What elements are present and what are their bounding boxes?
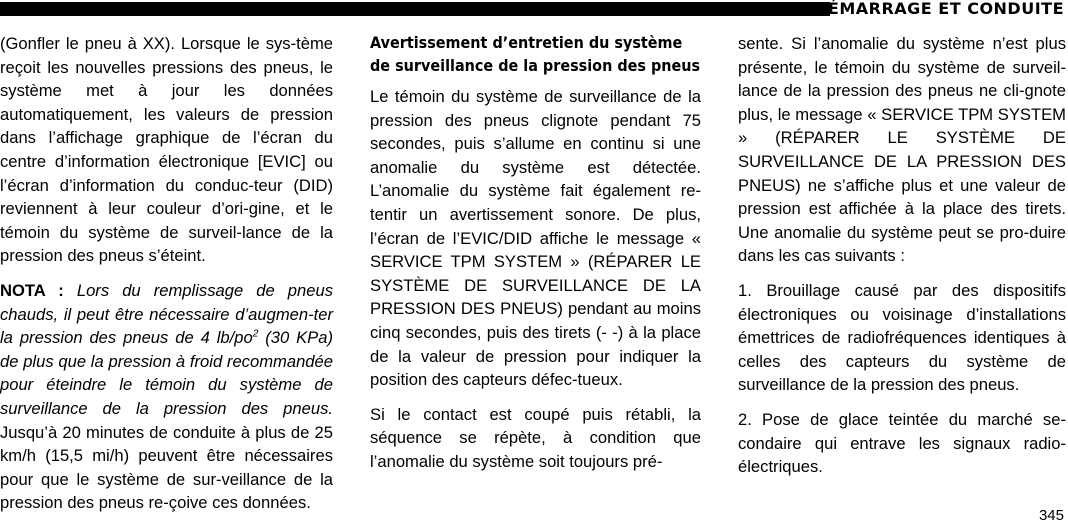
- page-number: 345: [1038, 507, 1064, 524]
- note-paragraph: [0, 279, 333, 515]
- paragraph-intro: (Gonfler le pneu à XX). Lorsque le sys-tème reçoit les nouvelles pressions des pneus, le système met à jour les données automatiquement, les valeurs de pression dans l’affichage graphique de l’écran du centre d’information électronique [EVIC] ou l’écran d’information du conduc-teur (DID) reviennent à leur couleur d’ori-gine, et le témoin du système de surveil-lance de la pression des pneus s’éteint.: [0, 34, 333, 266]
- section-heading: Avertissement d’entretien du système de surveillance de la pression des pneus: [370, 33, 701, 75]
- note-italic-text-b: (30 KPa) de plus que la pression à froid recommandée pour éteindre le témoin du système de surveillance de la pression des pneus.: [0, 328, 333, 418]
- text-column-3: [738, 32, 1066, 490]
- list-item: 1. Brouillage causé par des dispositifs électroniques ou voisinage d’installations émettrices de radiofréquences identiques à celles des capteurs du système de surveillance de la pression des pneus.: [738, 280, 1066, 395]
- paragraph-continuation: sente. Si l’anomalie du système n’est plus présente, le témoin du système de surveil-lance de la pression des pneus ne cli-gnote plus, le message « SERVICE TPM SYSTEM » (RÉPARER LE SYSTÈME DE SURVEILLANCE DE LA PRESSION DES PNEUS) ne s’affiche plus et une valeur de pression est affichée à la place des tirets. Une anomalie du système peut se pro-duire dans les cas suivants :: [738, 34, 1066, 266]
- header-rule: [0, 2, 830, 16]
- note-italic-text-a: Lors du remplissage de pneus chauds, il peut être nécessaire d’augmen-ter la pression des pneus de 4 lb/po: [0, 280, 333, 348]
- paragraph-reset: Si le contact est coupé puis rétabli, la séquence se répète, à condition que l’anomalie du système soit toujours pré-: [370, 404, 701, 471]
- note-label: NOTA :: [0, 280, 64, 300]
- note-superscript: 2: [252, 328, 259, 340]
- section-title: DÉMARRAGE ET CONDUITE: [814, 0, 1064, 18]
- list-item: 2. Pose de glace teintée du marché se-condaire qui entrave les signaux radio-électriques.: [738, 409, 1066, 477]
- text-column-2: [370, 32, 701, 485]
- paragraph-warning: Le témoin du système de surveillance de la pression des pneus clignote pendant 75 secondes, puis s’allume en continu si une anomalie du système est détectée. L’anomalie du système fait également re-tentir un avertissement sonore. De plus, l’écran de l’EVIC/DID affiche le message « SERVICE TPM SYSTEM » (RÉPARER LE SYSTÈME DE SURVEILLANCE DE LA PRESSION DES PNEUS) pendant au moins cinq secondes, puis des tirets (- -) à la place de la valeur de pression pour indiquer la position des capteurs défec-tueux.: [370, 87, 701, 390]
- text-column-1: [0, 32, 333, 526]
- note-plain-text: Jusqu’à 20 minutes de conduite à plus de 25 km/h (15,5 mi/h) peuvent être nécessaires pour que le système de sur-veillance de la pression des pneus re-çoive ces données.: [0, 422, 333, 513]
